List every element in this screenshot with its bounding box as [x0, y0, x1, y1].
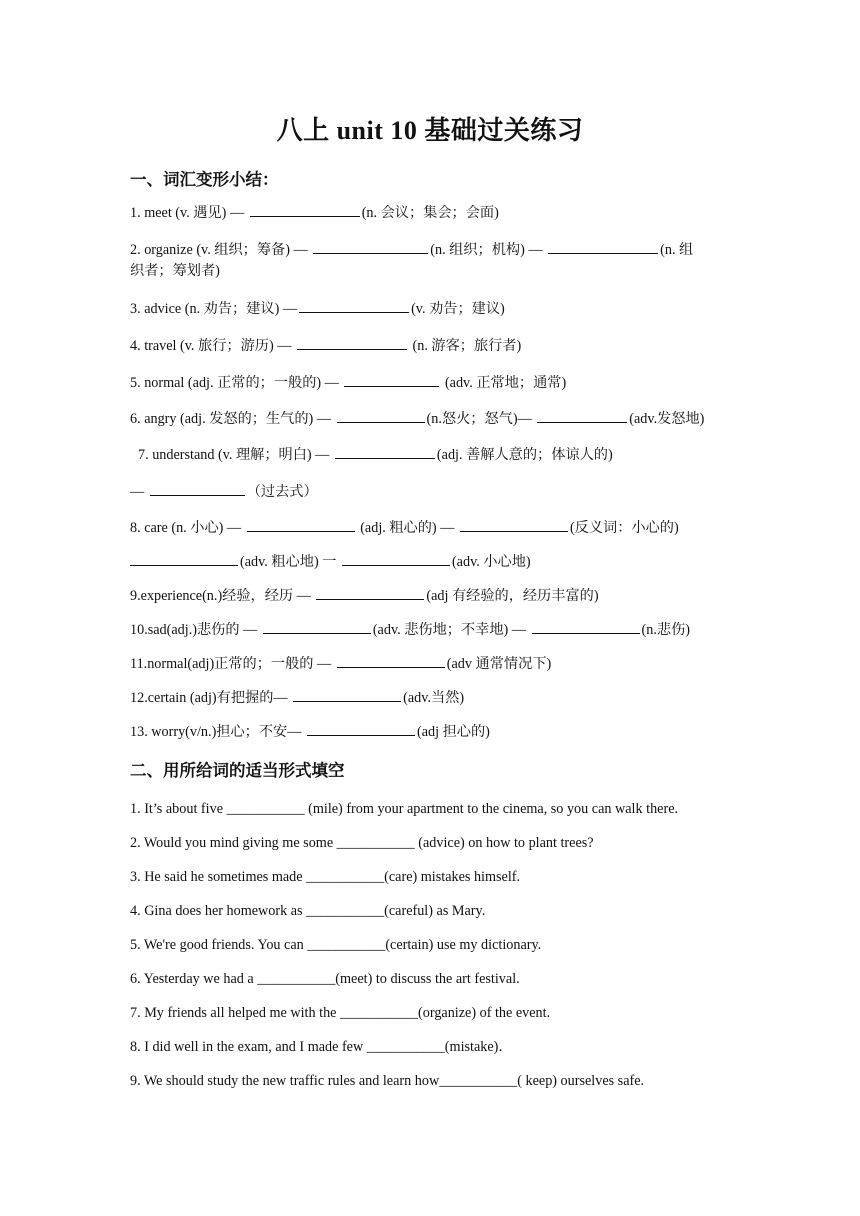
- vocab-item-7-cont: [130, 481, 734, 502]
- item-hint: (v. 劝告；建议): [411, 301, 505, 317]
- item-hint: (n. 会议；集会；会面): [361, 205, 499, 221]
- item-hint: (adj 担心的): [416, 724, 490, 740]
- item-text: 10.sad(adj.)悲伤的 —: [130, 622, 261, 638]
- answer-blank[interactable]: [337, 408, 425, 423]
- answer-blank[interactable]: [263, 619, 371, 634]
- item-hint: (adv 通常情况下): [446, 656, 552, 672]
- item-hint: (adv. 悲伤地；不幸地) —: [372, 622, 530, 638]
- answer-blank[interactable]: [293, 687, 401, 702]
- fill-in-item: 7. My friends all helped me with the ___________(organize) of the event.: [130, 1005, 551, 1021]
- item-hint: (反义词：小心的): [569, 520, 679, 536]
- item-hint: (adv.当然): [403, 690, 465, 706]
- page-title: 八上 unit 10 基础过关练习: [276, 116, 584, 145]
- vocab-item-11: [130, 653, 734, 674]
- item-text: 2. organize (v. 组织；筹备) —: [130, 242, 312, 258]
- item-hint: (adj. 善解人意的；体谅人的): [436, 447, 613, 463]
- item-hint: (adv. 正常地；通常): [441, 375, 567, 391]
- answer-blank[interactable]: [299, 298, 409, 313]
- fill-in-item: 5. We're good friends. You can ___________(certain) use my dictionary.: [130, 937, 542, 953]
- item-hint: （过去式）: [246, 484, 318, 500]
- answer-blank[interactable]: [335, 444, 435, 459]
- fill-in-item: 2. Would you mind giving me some ___________ (advice) on how to plant trees?: [130, 835, 594, 851]
- answer-blank[interactable]: [247, 517, 355, 532]
- vocab-item-7: [138, 444, 742, 465]
- answer-blank[interactable]: [460, 517, 568, 532]
- vocab-item-2: [130, 239, 734, 260]
- item-text: 11.normal(adj)正常的；一般的 —: [130, 656, 335, 672]
- item-text: 6. angry (adj. 发怒的；生气的) —: [130, 411, 335, 427]
- answer-blank[interactable]: [297, 335, 407, 350]
- vocab-item-5: [130, 372, 734, 393]
- fill-in-item: 8. I did well in the exam, and I made few ___________(mistake)．: [130, 1039, 513, 1055]
- item-text: 12.certain (adj)有把握的—: [130, 690, 292, 706]
- answer-blank[interactable]: [150, 481, 245, 496]
- item-text: 3. advice (n. 劝告；建议) —: [130, 301, 298, 317]
- vocab-item-12: [130, 687, 734, 708]
- answer-blank[interactable]: [342, 551, 450, 566]
- item-hint: 织者；筹划者): [130, 263, 220, 279]
- item-hint: (adj 有经验的，经历丰富的): [426, 588, 599, 604]
- item-hint: (adv. 小心地): [451, 554, 531, 570]
- item-hint: (n.悲伤): [641, 622, 690, 638]
- vocab-item-2-cont: [130, 261, 734, 281]
- section1-heading: 一、词汇变形小结：: [130, 170, 279, 189]
- fill-in-item: 6. Yesterday we had a ___________(meet) to discuss the art festival.: [130, 971, 520, 987]
- fill-in-item: 4. Gina does her homework as ___________(careful) as Mary.: [130, 903, 486, 919]
- item-text: 9.experience(n.)经验，经历 —: [130, 588, 315, 604]
- vocab-item-4: [130, 335, 734, 356]
- answer-blank[interactable]: [537, 408, 627, 423]
- vocab-item-3: [130, 298, 734, 319]
- answer-blank[interactable]: [337, 653, 445, 668]
- item-hint: (adv. 粗心地) 一: [240, 554, 340, 570]
- answer-blank[interactable]: [307, 721, 415, 736]
- item-text: 5. normal (adj. 正常的；一般的) —: [130, 375, 343, 391]
- item-text: 8. care (n. 小心) —: [130, 520, 245, 536]
- answer-blank[interactable]: [532, 619, 640, 634]
- item-hint: (adv.发怒地): [629, 411, 705, 427]
- answer-blank[interactable]: [316, 585, 424, 600]
- fill-in-item: 3. He said he sometimes made ___________(care) mistakes himself.: [130, 869, 521, 885]
- answer-blank[interactable]: [344, 372, 439, 387]
- vocab-item-8-cont: [130, 551, 734, 572]
- item-hint: (n.怒火；怒气)—: [426, 411, 536, 427]
- item-hint: (adj. 粗心的) —: [356, 520, 458, 536]
- answer-blank[interactable]: [313, 239, 428, 254]
- vocab-item-13: [130, 721, 734, 742]
- item-hint: (n. 组: [660, 242, 694, 258]
- vocab-item-8: [130, 517, 734, 538]
- answer-blank[interactable]: [548, 239, 658, 254]
- item-text: 13. worry(v/n.)担心；不安—: [130, 724, 305, 740]
- fill-in-item: 9. We should study the new traffic rules and learn how___________( keep) ourselves safe.: [130, 1073, 645, 1089]
- answer-blank[interactable]: [130, 551, 238, 566]
- vocab-item-1: [130, 202, 734, 223]
- item-text: —: [130, 484, 148, 500]
- item-text: 4. travel (v. 旅行；游历) —: [130, 338, 295, 354]
- vocab-item-9: [130, 585, 734, 606]
- item-text: 1. meet (v. 遇见) —: [130, 205, 248, 221]
- fill-in-item: 1. It’s about five ___________ (mile) from your apartment to the cinema, so you can walk there.: [130, 801, 679, 817]
- item-hint: (n. 游客；旅行者): [408, 338, 522, 354]
- answer-blank[interactable]: [250, 202, 360, 217]
- vocab-item-6: [130, 408, 734, 429]
- section2-heading: 二、用所给词的适当形式填空: [130, 761, 345, 780]
- vocab-item-10: [130, 619, 734, 640]
- item-hint: (n. 组织；机构) —: [430, 242, 547, 258]
- item-text: 7. understand (v. 理解；明白) —: [138, 447, 333, 463]
